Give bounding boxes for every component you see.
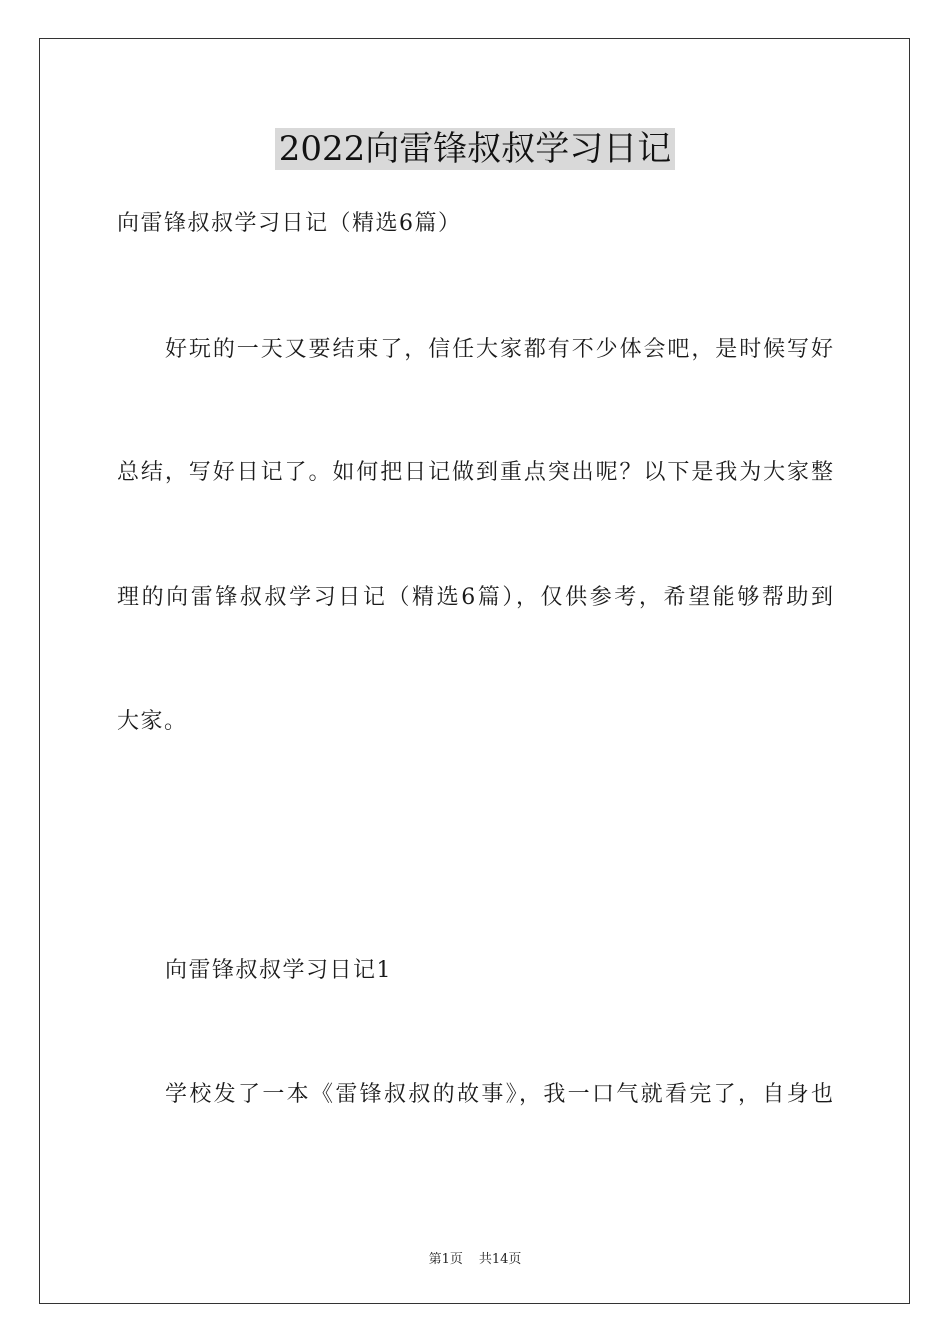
intro-line: 大家。 — [117, 709, 188, 734]
intro-line: 理的向雷锋叔叔学习日记（精选6篇），仅供参考，希望能够帮助到 — [117, 585, 833, 610]
document-subtitle: 向雷锋叔叔学习日记（精选6篇） — [117, 211, 462, 236]
page-footer — [0, 1248, 950, 1267]
document-title — [0, 128, 950, 170]
section-line: 学校发了一本《雷锋叔叔的故事》，我一口气就看完了，自身也 — [165, 1082, 833, 1107]
intro-line: 总结，写好日记了。如何把日记做到重点突出呢？以下是我为大家整 — [117, 460, 833, 485]
intro-line: 好玩的一天又要结束了，信任大家都有不少体会吧，是时候写好 — [165, 337, 833, 362]
section-heading: 向雷锋叔叔学习日记1 — [165, 958, 392, 983]
page-number-total: 共14页 — [478, 1252, 522, 1267]
document-title-text: 2022向雷锋叔叔学习日记 — [275, 128, 676, 170]
page-number-current: 第1页 — [428, 1252, 463, 1267]
